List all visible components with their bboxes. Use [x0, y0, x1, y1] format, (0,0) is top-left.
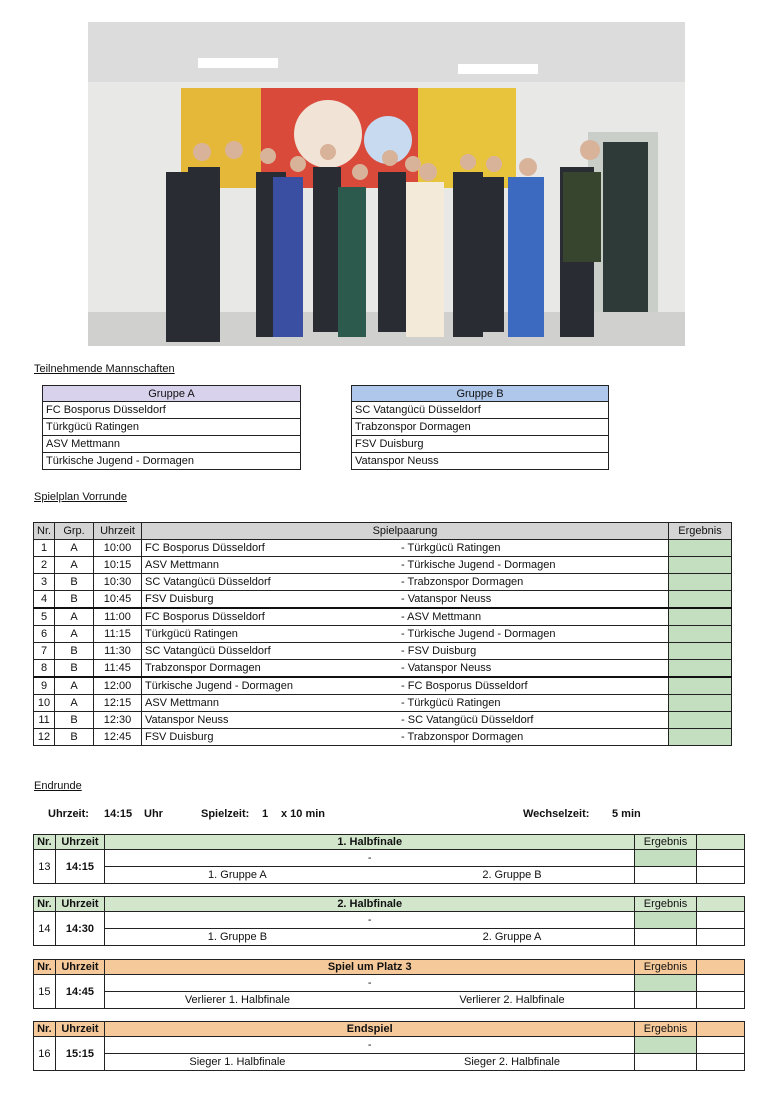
match-time: 11:15: [94, 626, 142, 643]
group-a-table: [42, 385, 301, 470]
match-home: SC Vatangücü Düsseldorf: [141, 574, 401, 591]
match-group: A: [55, 695, 94, 712]
group-photo: [88, 22, 685, 346]
match-group: B: [55, 643, 94, 660]
match-away: - FC Bosporus Düsseldorf: [401, 677, 669, 695]
match-time: 14:30: [55, 912, 104, 946]
match-result[interactable]: [635, 1037, 696, 1054]
match-home: Türkische Jugend - Dormagen: [141, 677, 401, 695]
match-group: A: [55, 608, 94, 626]
final-round-title: Endrunde: [34, 780, 82, 792]
match-dash: -: [105, 912, 635, 929]
schedule-row: [34, 626, 732, 643]
switch-value: 5 min: [612, 808, 641, 820]
col-result: Ergebnis: [635, 835, 696, 850]
col-grp: Grp.: [55, 523, 94, 540]
col-time: Uhrzeit: [94, 523, 142, 540]
match-result[interactable]: [669, 712, 732, 729]
schedule-row: [34, 574, 732, 591]
match-home: Trabzonspor Dormagen: [141, 660, 401, 678]
col-result: Ergebnis: [669, 523, 732, 540]
match-extra: [696, 1037, 744, 1054]
match-away: Verlierer 2. Halbfinale: [459, 994, 565, 1006]
match-away: - Türkische Jugend - Dormagen: [401, 557, 669, 574]
match-result[interactable]: [669, 574, 732, 591]
match-time: 12:00: [94, 677, 142, 695]
match-result-2[interactable]: [635, 867, 696, 884]
match-result-2[interactable]: [635, 1054, 696, 1071]
match-nr: 13: [34, 850, 56, 884]
match-time: 14:45: [55, 975, 104, 1009]
col-nr: Nr.: [34, 523, 55, 540]
match-time: 11:00: [94, 608, 142, 626]
schedule-row: [34, 695, 732, 712]
match-title: Spiel um Platz 3: [105, 960, 635, 975]
schedule-row: [34, 643, 732, 660]
match-result[interactable]: [669, 540, 732, 557]
match-nr: 2: [34, 557, 55, 574]
match-home: FSV Duisburg: [141, 729, 401, 746]
final-match-table: [33, 1021, 745, 1071]
final-match-table: [33, 959, 745, 1009]
match-group: A: [55, 677, 94, 695]
match-away: - SC Vatangücü Düsseldorf: [401, 712, 669, 729]
team-cell: ASV Mettmann: [43, 436, 301, 453]
match-extra: [696, 975, 744, 992]
schedule-row: [34, 712, 732, 729]
match-nr: 5: [34, 608, 55, 626]
match-home: Vatanspor Neuss: [141, 712, 401, 729]
match-nr: 14: [34, 912, 56, 946]
match-result[interactable]: [669, 729, 732, 746]
match-nr: 11: [34, 712, 55, 729]
match-away: - Trabzonspor Dormagen: [401, 574, 669, 591]
match-away: - FSV Duisburg: [401, 643, 669, 660]
match-home: Sieger 1. Halbfinale: [189, 1056, 286, 1068]
match-time: 12:30: [94, 712, 142, 729]
match-nr: 15: [34, 975, 56, 1009]
match-away: Sieger 2. Halbfinale: [463, 1056, 560, 1068]
match-result[interactable]: [635, 850, 696, 867]
schedule-title: Spielplan Vorrunde: [34, 491, 127, 503]
match-nr: 16: [34, 1037, 56, 1071]
col-extra: [696, 835, 744, 850]
match-group: A: [55, 626, 94, 643]
match-home: FSV Duisburg: [141, 591, 401, 609]
match-result[interactable]: [635, 975, 696, 992]
schedule-row: [34, 677, 732, 695]
match-home: SC Vatangücü Düsseldorf: [141, 643, 401, 660]
match-home: 1. Gruppe A: [208, 869, 267, 881]
match-away: - Türkgücü Ratingen: [401, 695, 669, 712]
schedule-table: [33, 522, 732, 746]
match-away: - ASV Mettmann: [401, 608, 669, 626]
match-away: - Türkische Jugend - Dormagen: [401, 626, 669, 643]
match-time: 10:45: [94, 591, 142, 609]
match-group: A: [55, 540, 94, 557]
col-time: Uhrzeit: [55, 960, 104, 975]
match-dash: -: [105, 850, 635, 867]
match-home: Verlierer 1. Halbfinale: [184, 994, 290, 1006]
schedule-row: [34, 660, 732, 678]
match-nr: 12: [34, 729, 55, 746]
team-cell: Türkische Jugend - Dormagen: [43, 453, 301, 470]
match-time: 15:15: [55, 1037, 104, 1071]
final-match-table: [33, 896, 745, 946]
match-result-2[interactable]: [635, 992, 696, 1009]
col-time: Uhrzeit: [55, 1022, 104, 1037]
time-label: Uhrzeit:: [48, 808, 89, 820]
col-pairing: Spielpaarung: [141, 523, 668, 540]
match-result[interactable]: [669, 591, 732, 609]
match-result-2[interactable]: [635, 929, 696, 946]
match-group: A: [55, 557, 94, 574]
play-label: Spielzeit:: [201, 808, 250, 820]
match-nr: 6: [34, 626, 55, 643]
match-extra: [696, 850, 744, 867]
match-time: 12:15: [94, 695, 142, 712]
match-home: ASV Mettmann: [141, 557, 401, 574]
match-time: 10:30: [94, 574, 142, 591]
match-time: 12:45: [94, 729, 142, 746]
match-time: 10:15: [94, 557, 142, 574]
match-dash: -: [105, 975, 635, 992]
teams-title: Teilnehmende Mannschaften: [34, 363, 175, 375]
match-home: FC Bosporus Düsseldorf: [141, 540, 401, 557]
match-away: 2. Gruppe A: [482, 931, 542, 943]
team-cell: SC Vatangücü Düsseldorf: [352, 402, 609, 419]
final-match-table: [33, 834, 745, 884]
match-title: Endspiel: [105, 1022, 635, 1037]
team-cell: Vatanspor Neuss: [352, 453, 609, 470]
match-group: B: [55, 729, 94, 746]
match-home: FC Bosporus Düsseldorf: [141, 608, 401, 626]
schedule-row: [34, 591, 732, 609]
schedule-row: [34, 557, 732, 574]
schedule-row: [34, 540, 732, 557]
match-extra-2: [696, 1054, 744, 1071]
match-extra-2: [696, 992, 744, 1009]
match-result[interactable]: [669, 660, 732, 678]
switch-label: Wechselzeit:: [523, 808, 590, 820]
team-cell: Trabzonspor Dormagen: [352, 419, 609, 436]
match-nr: 1: [34, 540, 55, 557]
match-home: 1. Gruppe B: [207, 931, 268, 943]
col-time: Uhrzeit: [55, 835, 104, 850]
match-extra-2: [696, 867, 744, 884]
col-result: Ergebnis: [635, 897, 696, 912]
match-group: B: [55, 591, 94, 609]
match-nr: 3: [34, 574, 55, 591]
match-away: - Türkgücü Ratingen: [401, 540, 669, 557]
play-value: x 10 min: [281, 808, 326, 820]
match-nr: 9: [34, 677, 55, 695]
schedule-row: [34, 729, 732, 746]
group-a-header: Gruppe A: [43, 386, 301, 402]
match-result[interactable]: [669, 626, 732, 643]
match-result[interactable]: [669, 677, 732, 695]
match-time: 14:15: [55, 850, 104, 884]
match-away: - Trabzonspor Dormagen: [401, 729, 669, 746]
team-cell: FSV Duisburg: [352, 436, 609, 453]
match-home: ASV Mettmann: [141, 695, 401, 712]
match-time: 10:00: [94, 540, 142, 557]
time-unit: Uhr: [144, 808, 163, 820]
match-title: 1. Halbfinale: [105, 835, 635, 850]
match-result[interactable]: [635, 912, 696, 929]
match-result[interactable]: [669, 695, 732, 712]
group-b-header: Gruppe B: [352, 386, 609, 402]
col-nr: Nr.: [34, 835, 56, 850]
match-extra: [696, 912, 744, 929]
match-home: Türkgücü Ratingen: [141, 626, 401, 643]
match-time: 11:45: [94, 660, 142, 678]
match-result[interactable]: [669, 557, 732, 574]
col-result: Ergebnis: [635, 1022, 696, 1037]
match-nr: 4: [34, 591, 55, 609]
schedule-row: [34, 608, 732, 626]
col-nr: Nr.: [34, 897, 56, 912]
col-extra: [696, 960, 744, 975]
match-result[interactable]: [669, 643, 732, 660]
col-extra: [696, 1022, 744, 1037]
time-value: 14:15: [104, 808, 133, 820]
match-group: B: [55, 660, 94, 678]
team-cell: Türkgücü Ratingen: [43, 419, 301, 436]
match-nr: 7: [34, 643, 55, 660]
col-nr: Nr.: [34, 1022, 56, 1037]
col-extra: [696, 897, 744, 912]
match-away: 2. Gruppe B: [482, 869, 542, 881]
col-result: Ergebnis: [635, 960, 696, 975]
match-time: 11:30: [94, 643, 142, 660]
match-result[interactable]: [669, 608, 732, 626]
match-away: - Vatanspor Neuss: [401, 591, 669, 609]
col-nr: Nr.: [34, 960, 56, 975]
group-b-table: [351, 385, 609, 470]
team-cell: FC Bosporus Düsseldorf: [43, 402, 301, 419]
match-away: - Vatanspor Neuss: [401, 660, 669, 678]
play-count: 1: [262, 808, 269, 820]
match-title: 2. Halbfinale: [105, 897, 635, 912]
match-extra-2: [696, 929, 744, 946]
match-group: B: [55, 574, 94, 591]
match-dash: -: [105, 1037, 635, 1054]
match-group: B: [55, 712, 94, 729]
match-nr: 10: [34, 695, 55, 712]
col-time: Uhrzeit: [55, 897, 104, 912]
match-nr: 8: [34, 660, 55, 678]
